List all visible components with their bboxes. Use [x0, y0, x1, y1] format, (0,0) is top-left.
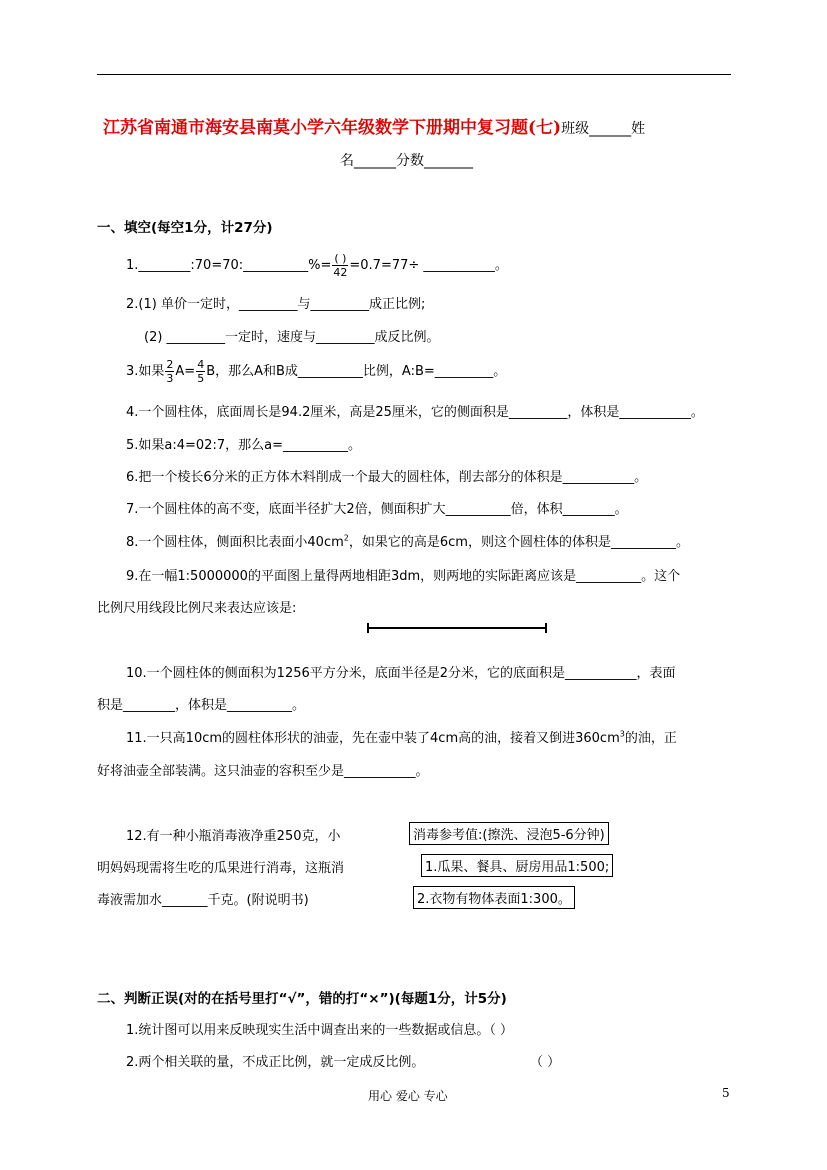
q3-f2-num: 4: [197, 358, 205, 371]
question-11b: 好将油壶全部装满。这只油壶的容积至少是___________。: [97, 764, 429, 779]
judge-question-1: 1.统计图可以用来反映现实生活中调查出来的一些数据或信息。（ ）: [126, 1023, 514, 1038]
question-12c: 毒液需加水_______千克。(附说明书): [97, 893, 309, 908]
q3-part-a: 3.如果: [126, 364, 165, 379]
section1-heading: 一、填空(每空1分，计27分): [97, 220, 273, 236]
question-9a: 9.在一幅1:5000000的平面图上量得两地相距3dm，则两地的实际距离应该是__________。这个: [126, 569, 681, 584]
question-8: [126, 531, 689, 550]
manual-line-3: 2.衣物有物体表面1:300。: [413, 886, 575, 909]
question-10b: 积是________，体积是__________。: [97, 698, 306, 713]
question-12b: 明妈妈现需将生吃的瓜果进行消毒，这瓶消: [97, 861, 345, 876]
title-row: [103, 113, 645, 138]
q1-frac-num: ( ): [334, 252, 347, 265]
question-7: 7.一个圆柱体的高不变，底面半径扩大2倍，侧面积扩大__________倍，体积________。: [126, 502, 628, 517]
q1-fraction: [332, 252, 348, 279]
question-5: 5.如果a:4=02:7，那么a=__________。: [126, 438, 361, 453]
question-11a: [126, 727, 677, 746]
q11-part-b: 的油，正: [624, 731, 677, 746]
name-score-field: 名______分数_______: [340, 153, 473, 169]
q11-superscript: 3: [619, 729, 625, 739]
q11-part-a: 11.一只高10cm的圆柱体形状的油壶，先在壶中装了4cm高的油，接着又倒进360cm: [126, 731, 620, 746]
question-1: [126, 252, 508, 279]
question-12a: 12.有一种小瓶消毒液净重250克，小: [126, 829, 341, 844]
q3-part-b: A=: [175, 364, 196, 379]
q3-f2-den: 5: [197, 372, 205, 385]
question-2b: (2) _________一定时，速度与_________成反比例。: [144, 330, 440, 345]
q3-fraction-1: [165, 358, 174, 385]
question-6: 6.把一个棱长6分米的正方体木料削成一个最大的圆柱体，削去部分的体积是___________。: [126, 470, 648, 485]
scale-bar-line: [367, 627, 547, 629]
q8-part-b: ，如果它的高是6cm，则这个圆柱体的体积是__________。: [348, 535, 689, 550]
judge-question-2: 2.两个相关联的量，不成正比例，就一定成反比例。: [126, 1055, 425, 1070]
manual-line-1: 消毒参考值:(擦洗、浸泡5-6分钟): [409, 822, 609, 845]
question-9b: 比例尺用线段比例尺来表达应该是:: [97, 601, 297, 616]
page-number: 5: [722, 1086, 730, 1100]
question-4: 4.一个圆柱体，底面周长是94.2厘米，高是25厘米，它的侧面积是_________，体积是___________。: [126, 405, 704, 420]
q3-f1-num: 2: [166, 358, 174, 371]
question-2a: 2.(1) 单价一定时，_________与_________成正比例;: [126, 297, 426, 312]
question-10a: 10.一个圆柱体的侧面积为1256平方分米，底面半径是2分米，它的底面积是___________，表面: [126, 666, 676, 681]
question-3: [126, 358, 506, 385]
q8-part-a: 8.一个圆柱体，侧面积比表面小40cm: [126, 535, 344, 550]
q3-f1-den: 3: [166, 372, 174, 385]
q8-superscript: 2: [343, 533, 349, 543]
judge-question-2-paren: （ ）: [530, 1055, 561, 1070]
manual-line-2: 1.瓜果、餐具、厨房用品1:500;: [421, 854, 613, 877]
section2-heading: 二、判断正误(对的在括号里打“√”，错的打“×”)(每题1分，计5分): [97, 991, 507, 1007]
class-field: 班级______姓: [561, 121, 646, 137]
footer-slogan: 用心 爱心 专心: [368, 1089, 448, 1103]
q1-part-a: 1.________:70=70:__________%=: [126, 258, 332, 273]
q1-frac-den: 42: [333, 266, 348, 279]
top-rule: [97, 74, 731, 75]
page-title: 江苏省南通市海安县南莫小学六年级数学下册期中复习题(七): [103, 118, 562, 138]
q3-fraction-2: [196, 358, 205, 385]
q1-part-b: =0.7=77÷ ___________。: [349, 258, 508, 273]
q3-part-c: B，那么A和B成__________比例，A:B=_________。: [206, 364, 507, 379]
